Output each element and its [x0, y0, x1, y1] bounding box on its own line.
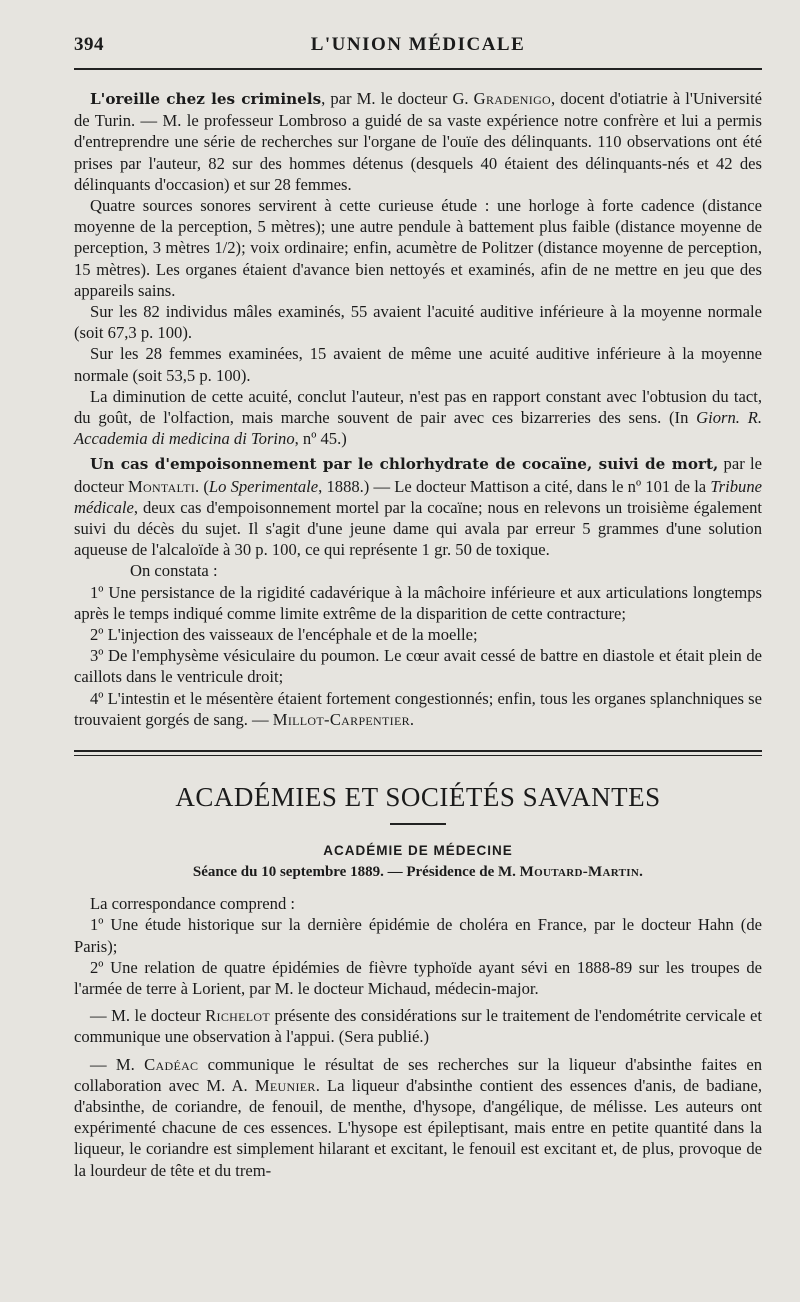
paragraph-cadeac: [74, 1054, 762, 1181]
journal-reference: Tribune médicale: [74, 476, 762, 517]
session-line: [74, 864, 762, 881]
person-name: Cadéac: [144, 1054, 199, 1074]
paragraph-text: communique le résultat de ses recherches sur la liqueur d'absinthe faites en collaboration avec M. A.: [74, 1054, 762, 1095]
paragraph: La correspondance comprend :: [90, 894, 296, 914]
session-text: Séance du 10 septembre 1889. — Présidence de M.: [192, 864, 520, 881]
header-rule: [74, 68, 762, 70]
paragraph-richelot: [74, 1005, 762, 1047]
journal-reference: Giorn. R. Accademia di medicina di Torino: [74, 408, 762, 449]
signature: Millot-Carpentier.: [272, 709, 415, 729]
section-short-rule: [390, 823, 446, 825]
president-name: Moutard-Martin.: [519, 864, 644, 881]
list-item: 2º Une relation de quatre épidémies de fièvre typhoïde ayant sévi en 1888-89 sur les troupes de l'armée de terre à Lorient, par M. le docteur Michaud, médecin-major.: [74, 957, 762, 998]
paragraph-text: , nº 45.): [294, 429, 347, 449]
paragraph-text: présente des considérations sur le traitement de l'endométrite cervicale et communique une observation à l'appui. (Sera publié.): [74, 1006, 762, 1047]
list-item: 2º L'injection des vaisseaux de l'encéphale et de la moelle;: [90, 625, 478, 645]
paragraph-text: , docent d'otiatrie à l'Université de Turin. — M. le professeur Lombroso a guidé de sa vaste expérience notre confrère et lui a permis d'entreprendre une série de recherches sur l'organe de l'ouïe des délinquants. 110 observations ont été prises par l'auteur, 82 sur des hommes détenus (desquels 40 étaient des délinquants-nés et 42 des délinquants d'occasion) et sur 28 femmes.: [74, 89, 763, 194]
running-title: L'UNION MÉDICALE: [310, 34, 526, 55]
paragraph: Sur les 82 individus mâles examinés, 55 avaient l'acuité auditive inférieure à la moyenne normale (soit 67,3 p. 100).: [74, 302, 762, 343]
author-lead: , par M. le docteur G.: [321, 89, 474, 108]
paragraph-text: — M.: [90, 1054, 145, 1074]
paragraph: Quatre sources sonores servirent à cette curieuse étude : une horloge à forte cadence (distance moyenne de la perception, 5 mètres); une autre pendule à battement plus faible (distance moyenne de perception, 3 mètres 1/2); voix ordinaire; enfin, acumètre de Politzer (distance moyenne de perception, 15 mètres). Les organes étaient d'avance bien nettoyés et examinés, afin de ne mettre en jeu que des appareils sains.: [74, 196, 762, 300]
paragraph-text: , deux cas d'empoisonnement mortel par la cocaïne; nous en relevons un troisième également suivi du décès du sujet. Il s'agit d'une jeune dame qui avala par erreur 5 grammes d'une solution aqueuse de l'alcaloïde à 30 p. 100, ce qui représente 1 gr. 50 de toxique.: [74, 497, 762, 560]
page-number: 394: [74, 34, 104, 55]
author-name: Gradenigo: [473, 89, 551, 108]
paragraph-text: 4º L'intestin et le mésentère étaient fortement congestionnés; enfin, tous les organes splanchniques se trouvaient gorgés de sang. —: [74, 688, 762, 729]
section-title: ACADÉMIES ET SOCIÉTÉS SAVANTES: [175, 782, 661, 813]
author-lead: par le docteur: [74, 454, 762, 496]
list-item: 1º Une persistance de la rigidité cadavérique à la mâchoire inférieure et aux articulations longtemps après le temps indiqué comme limite extrême de la disparition de cette contracture;: [74, 582, 762, 623]
journal-reference: Lo Sperimentale: [208, 476, 319, 496]
paragraph-text: . La liqueur d'absinthe contient des essences d'anis, de badiane, d'absinthe, de coriandre, de fenouil, de menthe, d'hysope, d'angélique, de mélisse. Les auteurs ont expérimenté chacune de ces essences. L'hysope est épileptisant, mais entre en petite quantité dans la liqueur, le coriandre est simplement hilarant et excitant, le fenouil est excitant et, de plus, provoque de la lourdeur de tête et du trem-: [74, 1075, 762, 1180]
paragraph-text: , 1888.) — Le docteur Mattison a cité, dans le nº 101 de la: [318, 476, 711, 496]
author-name: Montalti: [127, 476, 196, 496]
paragraph-text: — M. le docteur: [90, 1006, 206, 1026]
article-cocaine-intro: [74, 453, 762, 560]
running-header: [74, 30, 762, 64]
list-item: 1º Une étude historique sur la dernière épidémie de choléra en France, par le docteur Hahn (de Paris);: [74, 915, 762, 956]
section-rule: [74, 750, 762, 756]
paragraph: Sur les 28 femmes examinées, 15 avaient de même une acuité auditive inférieure à la moyenne normale (soit 53,5 p. 100).: [74, 344, 762, 385]
paragraph-text: La diminution de cette acuité, conclut l'auteur, n'est pas en rapport constant avec l'obtusion du tact, du goût, de l'olfaction, mais marche souvent de pair avec ces bizarreries des sens. (In: [74, 386, 762, 428]
article-title: Un cas d'empoisonnement par le chlorhydrate de cocaïne, suivi de mort,: [90, 455, 719, 474]
list-item: 3º De l'emphysème vésiculaire du poumon. Le cœur avait cessé de battre en diastole et était plein de caillots dans le ventricule droit;: [74, 646, 762, 687]
person-name: Meunier: [254, 1075, 316, 1095]
subsection-title: ACADÉMIE DE MÉDECINE: [323, 843, 513, 859]
paragraph-conclusion: [74, 386, 762, 450]
article-title: L'oreille chez les criminels: [90, 90, 322, 108]
person-name: Richelot: [205, 1006, 270, 1026]
list-intro: On constata :: [130, 561, 218, 581]
list-item: [74, 688, 762, 730]
article-ear-criminals-intro: [74, 88, 762, 195]
paragraph-text: . (: [195, 476, 209, 496]
